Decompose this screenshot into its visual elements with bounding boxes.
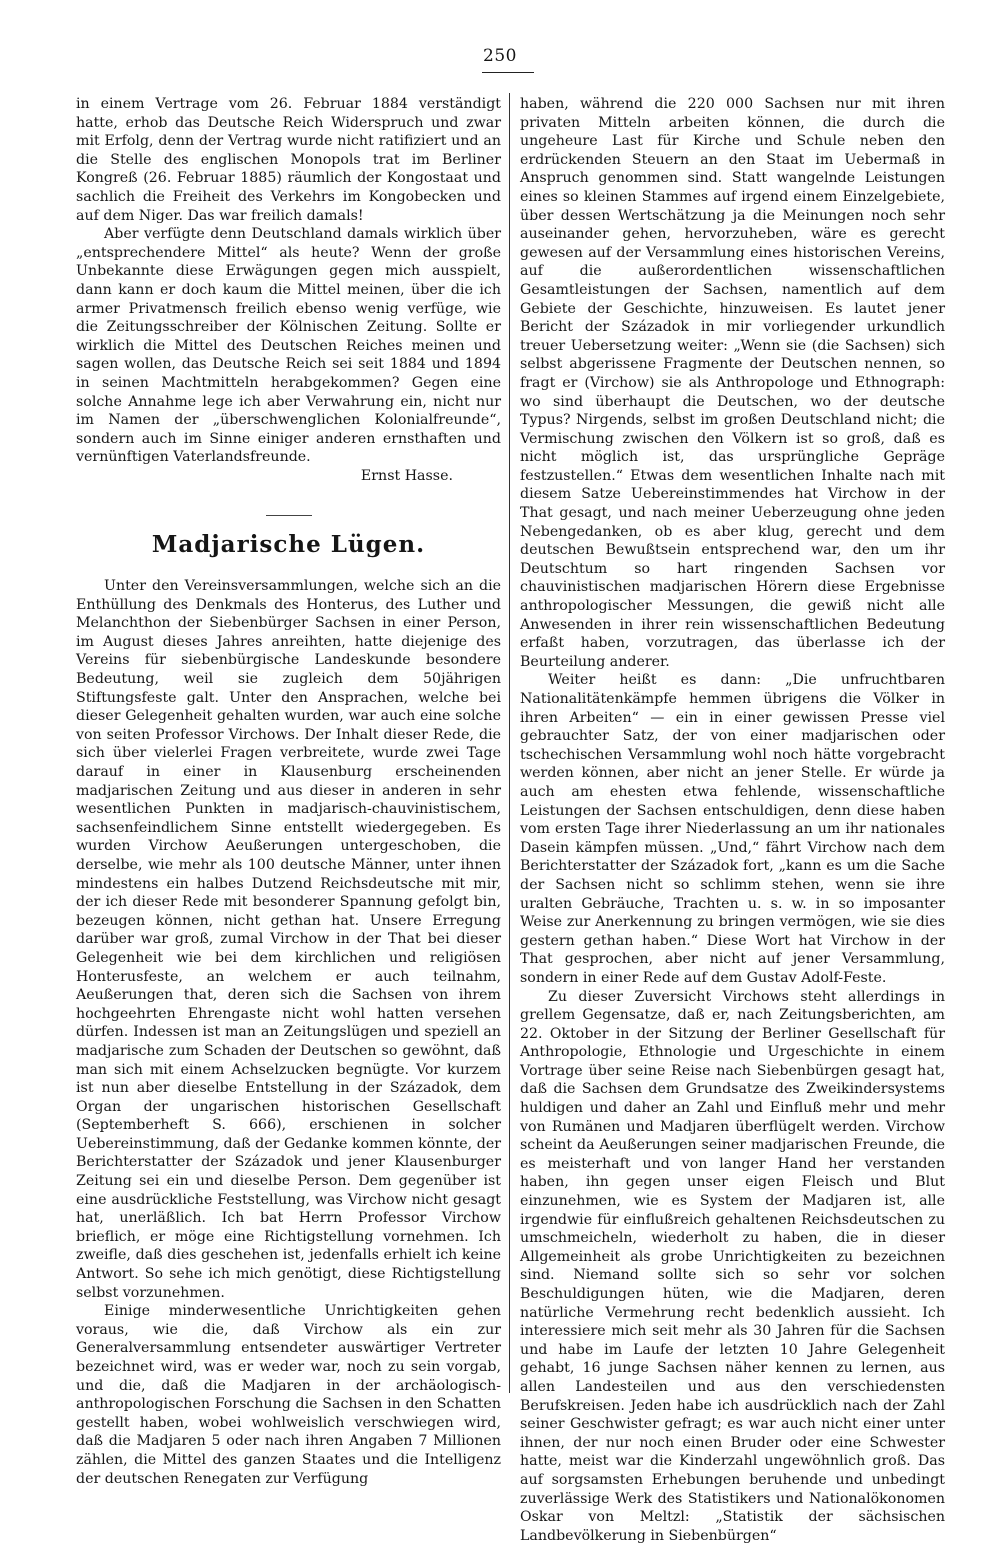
article-paragraph-1: Unter den Vereinsversammlungen, welche sich an die Enthüllung des Denkmals des Honterus, des Luther und Melanchthon der Siebenbürger Sachsen in einer Person, im August dieses Jahres anreihten, hatte diejenige des Vereins für siebenbürgische Landeskunde besondere Bedeutung, weil sie zugleich dem 50jährigen Stiftungsfeste galt. Unter den Ansprachen, welche bei dieser Gelegenheit gehalten wurden, war auch eine solche von seiten Professor Virchows. Der Inhalt dieser Rede, die sich über vielerlei Fragen verbreitete, wurde zwei Tage darauf in einer in Klausenburg erscheinenden madjarischen Zeitung und aus dieser in anderen in sehr wesentlichen Punkten in madjarisch-chauvinistischem, sachsenfeindlichem Sinne entstellt wiedergegeben. Es wurden Virchow Aeußerungen untergeschoben, die derselbe, wie mehr als 100 deutsche Männer, unter ihnen mindestens ein halbes Dutzend Reichsdeutsche mit mir, der ich dieser Rede mit besonderer Spannung gefolgt bin, bezeugen können, nicht gethan hat. Unsere Erregung darüber war groß, zumal Virchow in der That bei dieser Gelegenheit wie bei dem kirchlichen und religiösen Honterusfeste, an welchem er auch teilnahm, Aeußerungen that, deren sich die Sachsen von ihrem hochgeehrten Ehrengaste nicht wohl hatten versehen dürfen. Indessen ist man an Zeitungslügen und speziell an madjarische zum Schaden der Deutschen so gewöhnt, daß man sich mit einem Achselzucken begnügte. Vor kurzem ist nun aber dieselbe Entstellung in der Századok, dem Organ der ungarischen historischen Gesellschaft (Septemberheft S. 666), erschienen in solcher Uebereinstimmung, daß der Gedanke kommen könnte, der Berichterstatter der Századok und jener Klausenburger Zeitung sei ein und dieselbe Person. Dem gegenüber ist eine ausdrückliche Feststellung, was Virchow nicht gesagt hat, unerläßlich. Ich bat Herrn Professor Virchow brieflich, er möge eine Richtigstellung vornehmen. Ich zweifle, daß dies geschehen ist, jedenfalls erhielt ich keine Antwort. So sehe ich mich genötigt, diese Richtigstellung selbst vorzunehmen. [76, 577, 501, 1302]
article-paragraph-2: Einige minderwesentliche Unrichtigkeiten gehen voraus, wie die, daß Virchow als ein zur Generalversammlung entsendeter auswärtiger Vertreter bezeichnet wird, was er weder war, noch zu sein vorgab, und die, daß die Madjaren in der archäologisch-anthropologischen Forschung die Sachsen in den Schatten gestellt haben, wobei wohlweislich verschwiegen wird, daß die Madjaren 5 oder nach ihren Angaben 7 Millionen zählen, die Mittel des ganzen Staates und die Intelligenz der deutschen Renegaten zur Verfügung [76, 1302, 501, 1488]
column-divider [509, 93, 510, 1393]
right-column [520, 95, 945, 1545]
right-paragraph-3: Zu dieser Zuversicht Virchows steht allerdings in grellem Gegensatze, daß er, nach Zeitungsberichten, am 22. Oktober in der Sitzung der Berliner Gesellschaft für Anthropologie, Ethnologie und Urgeschichte in einem Vortrage über seine Reise nach Siebenbürgen gesagt hat, daß die Sachsen dem Grundsatze des Zweikindersystems huldigen und daher an Zahl und Einfluß mehr und mehr von Rumänen und Madjaren überflügelt werden. Virchow scheint da Aeußerungen seiner madjarischen Freunde, die es meisterhaft und von langer Hand her verstanden haben, ihn gegen unser eigen Fleisch und Blut einzunehmen, wie es System der Madjaren ist, alle irgendwie für einflußreich gehaltenen Reichsdeutschen zu umschmeicheln, wiederholt zu haben, die in dieser Allgemeinheit als grobe Unrichtigkeiten zu bezeichnen sind. Niemand sollte sich so sehr vor solchen Beschuldigungen hüten, wie die Madjaren, deren natürliche Vermehrung recht bedenklich aussieht. Ich interessiere mich seit mehr als 30 Jahren für die Sachsen und habe im Laufe der letzten 10 Jahre Gelegenheit gehabt, 16 junge Sachsen näher kennen zu lernen, aus allen Landesteilen und aus den verschiedensten Berufskreisen. Jeden habe ich ausdrücklich nach der Zahl seiner Geschwister gefragt; es war auch nicht einer unter ihnen, der nur noch einen Bruder oder eine Schwester hatte, meist war die Kinderzahl ungewöhnlich groß. Das auf sorgsamsten Erhebungen beruhende und unbedingt zuverlässige Werk des Statistikers und Nationalökonomen Oskar von Meltzl: „Statistik der sächsischen Landbevölkerung in Siebenbürgen“ [520, 988, 945, 1545]
section-separator [266, 515, 312, 516]
left-column [76, 95, 501, 1488]
author-signature: Ernst Hasse. [76, 467, 501, 486]
page-number: 250 [0, 46, 1000, 66]
header-rule [482, 72, 534, 73]
right-paragraph-2: Weiter heißt es dann: „Die unfruchtbaren Nationalitätenkämpfe hemmen übrigens die Völker in ihren Arbeiten“ — ein in einer gewissen Presse viel gebrauchter Satz, der von einer madjarischen oder tschechischen Versammlung wohl noch hätte vorgebracht werden können, aber nicht an jener Stelle. Er würde ja auch am ehesten etwa fehlende, wissenschaftliche Leistungen der Sachsen entschuldigen, denn diese haben vom ersten Tage ihrer Niederlassung an um ihr nationales Dasein kämpfen müssen. „Und,“ fährt Virchow nach dem Berichterstatter der Századok fort, „kann es um die Sache der Sachsen nicht so schlimm stehen, wenn sie ihre uralten Gebräuche, Trachten u. s. w. in so imposanter Weise zur Anerkennung zu bringen vermögen, wie sie dies gestern gethan haben.“ Diese Wort hat Virchow in der That gesprochen, aber nicht auf jener Versammlung, sondern in einer Rede auf dem Gustav Adolf-Feste. [520, 671, 945, 987]
intro-paragraph-2: Aber verfügte denn Deutschland damals wirklich über „entsprechendere Mittel“ als heute? Wenn der große Unbekannte diese Erwägungen gegen mich ausspielt, dann kann er doch kaum die Mittel meinen, über die ich armer Privatmensch freilich ebenso wenig verfüge, wie die Zeitungsschreiber der Kölnischen Zeitung. Sollte er wirklich die Mittel des Deutschen Reiches meinen und sagen wollen, das Deutsche Reich sei seit 1884 und 1894 in seinen Machtmitteln herabgekommen? Gegen eine solche Annahme lege ich aber Verwahrung ein, nicht nur im Namen der „überschwenglichen Kolonialfreunde“, sondern auch im Sinne einiger anderen ernsthaften und vernünftigen Vaterlandsfreunde. [76, 225, 501, 467]
article-title: Madjarische Lügen. [76, 536, 501, 555]
intro-paragraph-1: in einem Vertrage vom 26. Februar 1884 verständigt hatte, erhob das Deutsche Reich Widerspruch und zwar mit Erfolg, denn der Vertrag wurde nicht ratifiziert und an die Stelle des englischen Monopols trat im Berliner Kongreß (26. Februar 1885) räumlich der Kongostaat und sachlich die Freiheit des Verkehrs im Kongobecken und auf dem Niger. Das war freilich damals! [76, 95, 501, 225]
right-paragraph-1: haben, während die 220 000 Sachsen nur mit ihren privaten Mitteln arbeiten können, die durch die ungeheure Last für Kirche und Schule neben den erdrückenden Steuern an den Staat im Uebermaß in Anspruch genommen sind. Statt wangelnde Leistungen eines so kleinen Stammes auf irgend einem Einzelgebiete, über dessen Wertschätzung ja die Meinungen noch sehr auseinander gehen, hervorzuheben, wäre es gerecht gewesen auf der Versammlung eines historischen Vereins, auf die außerordentlichen wissenschaftlichen Gesamtleistungen der Sachsen, namentlich auf dem Gebiete der Geschichte, hinzuweisen. Es lautet jener Bericht der Századok in mir vorliegender urkundlich treuer Uebersetzung weiter: „Wenn sie (die Sachsen) sich selbst abgerissene Fragmente der Deutschen nennen, so fragt er (Virchow) sie als Anthropologe und Ethnograph: wo sind überhaupt die Deutschen, wo der deutsche Typus? Nirgends, selbst im großen Deutschland nicht; die Vermischung zwischen den Völkern ist so groß, daß es nicht möglich ist, das ursprüngliche Gepräge festzustellen.“ Etwas dem wesentlichen Inhalte nach mit diesem Satze Uebereinstimmendes hat Virchow in der That gesagt, und nach meiner Ueberzeugung ohne jeden Nebengedanken, ob es aber klug, gerecht und dem deutschen Bewußtsein entsprechend war, den um ihr Deutschtum so hart ringenden Sachsen vor chauvinistischen madjarischen Hörern diese Ergebnisse anthropologischer Messungen, die gewiß nicht alle Anwesenden in ihrer rein wissenschaftlichen Bedeutung erfaßt haben, vorzutragen, das überlasse ich der Beurteilung anderer. [520, 95, 945, 671]
